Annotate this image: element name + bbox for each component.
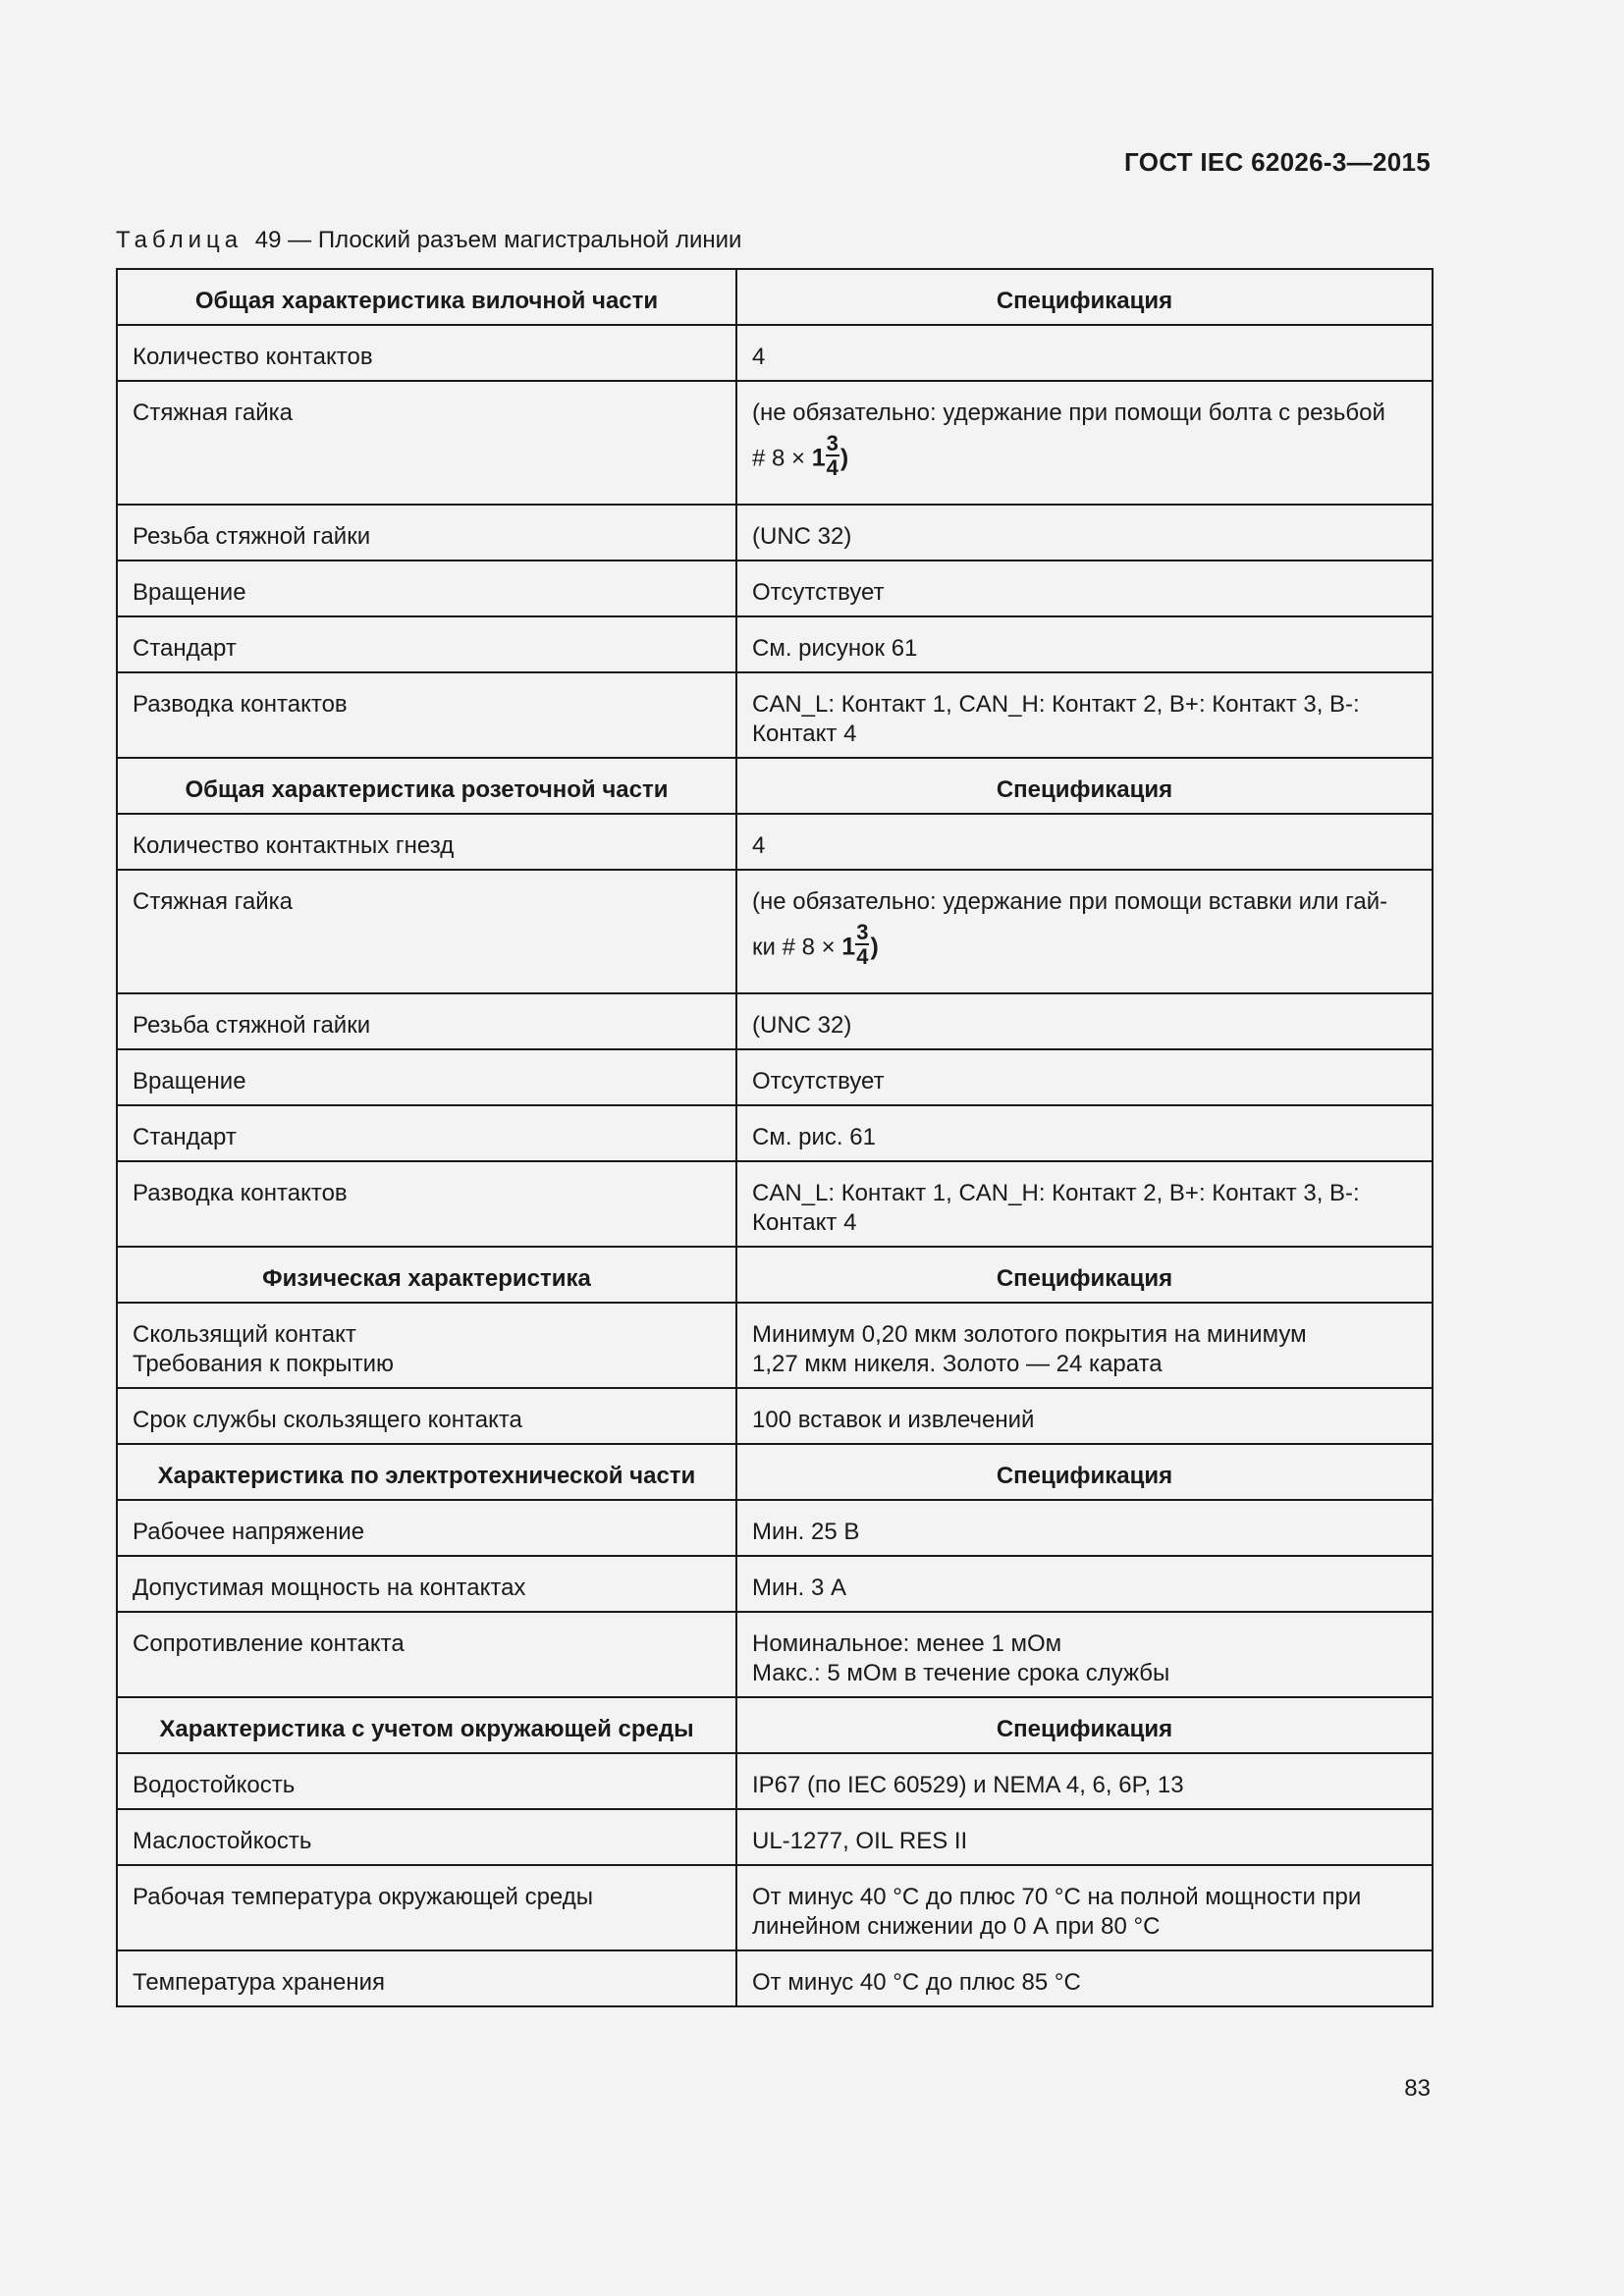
table-row bbox=[117, 993, 1433, 1049]
header-cell: Характеристика по электротехнической части bbox=[117, 1444, 736, 1500]
fraction-whole: 1 bbox=[811, 444, 826, 472]
table-row bbox=[117, 1556, 1433, 1612]
label-cell: Стандарт bbox=[117, 1105, 736, 1161]
label-line: Требования к покрытию bbox=[133, 1351, 394, 1377]
label-cell: Количество контактов bbox=[117, 325, 736, 381]
header-cell: Спецификация bbox=[736, 1247, 1433, 1303]
value-line bbox=[752, 431, 1417, 480]
label-cell: Разводка контактов bbox=[117, 672, 736, 758]
value-cell: IP67 (по IEC 60529) и NEMA 4, 6, 6P, 13 bbox=[736, 1753, 1433, 1809]
fraction-close: ) bbox=[870, 933, 879, 961]
label-cell: Стяжная гайка bbox=[117, 870, 736, 993]
value-cell bbox=[736, 1303, 1433, 1388]
table-row bbox=[117, 1388, 1433, 1444]
header-cell: Общая характеристика вилочной части bbox=[117, 269, 736, 325]
label-cell: Температура хранения bbox=[117, 1950, 736, 2006]
value-cell bbox=[736, 870, 1433, 993]
label-line: Скользящий контакт bbox=[133, 1321, 356, 1348]
value-line: линейном снижении до 0 А при 80 °С bbox=[752, 1913, 1161, 1940]
section-header-physical bbox=[117, 1247, 1433, 1303]
label-cell: Стандарт bbox=[117, 616, 736, 672]
header-cell: Спецификация bbox=[736, 1697, 1433, 1753]
fraction-denominator: 4 bbox=[826, 455, 839, 480]
value-cell: 4 bbox=[736, 814, 1433, 870]
table-row bbox=[117, 1049, 1433, 1105]
fraction-denominator: 4 bbox=[856, 944, 869, 969]
value-line: От минус 40 °С до плюс 70 °С на полной мощности при bbox=[752, 1884, 1362, 1910]
label-cell: Вращение bbox=[117, 561, 736, 616]
label-cell: Водостойкость bbox=[117, 1753, 736, 1809]
value-line: 1,27 мкм никеля. Золото — 24 карата bbox=[752, 1351, 1163, 1377]
page-number: 83 bbox=[1404, 2075, 1431, 2102]
value-cell: (UNC 32) bbox=[736, 505, 1433, 561]
value-line: (не обязательно: удержание при помощи вставки или гай- bbox=[752, 888, 1388, 915]
label-cell: Стяжная гайка bbox=[117, 381, 736, 505]
value-cell: Мин. 25 В bbox=[736, 1500, 1433, 1556]
table-row bbox=[117, 1303, 1433, 1388]
value-line: Контакт 4 bbox=[752, 721, 857, 747]
table-row bbox=[117, 505, 1433, 561]
value-cell: От минус 40 °С до плюс 85 °С bbox=[736, 1950, 1433, 2006]
label-cell: Вращение bbox=[117, 1049, 736, 1105]
label-cell: Сопротивление контакта bbox=[117, 1612, 736, 1697]
header-cell: Спецификация bbox=[736, 269, 1433, 325]
value-cell: Отсутствует bbox=[736, 1049, 1433, 1105]
header-cell: Общая характеристика розеточной части bbox=[117, 758, 736, 814]
header-cell: Спецификация bbox=[736, 1444, 1433, 1500]
table-row bbox=[117, 1161, 1433, 1247]
fraction-numerator: 3 bbox=[826, 431, 839, 455]
value-line: Макс.: 5 мОм в течение срока службы bbox=[752, 1660, 1170, 1686]
label-cell: Срок службы скользящего контакта bbox=[117, 1388, 736, 1444]
value-line: Контакт 4 bbox=[752, 1209, 857, 1236]
label-cell: Разводка контактов bbox=[117, 1161, 736, 1247]
spec-table bbox=[116, 268, 1434, 2007]
table-caption bbox=[116, 227, 741, 254]
table-row bbox=[117, 672, 1433, 758]
label-cell: Рабочая температура окружающей среды bbox=[117, 1865, 736, 1950]
caption-word: Таблица bbox=[116, 227, 244, 253]
value-cell: См. рисунок 61 bbox=[736, 616, 1433, 672]
section-header-socket bbox=[117, 758, 1433, 814]
table-row bbox=[117, 870, 1433, 993]
label-cell: Резьба стяжной гайки bbox=[117, 993, 736, 1049]
fraction bbox=[826, 432, 839, 479]
value-cell bbox=[736, 1865, 1433, 1950]
label-cell: Допустимая мощность на контактах bbox=[117, 1556, 736, 1612]
table-row bbox=[117, 1105, 1433, 1161]
value-line: (не обязательно: удержание при помощи болта с резьбой bbox=[752, 400, 1385, 426]
value-text: ки # 8 × bbox=[752, 934, 836, 961]
table-row bbox=[117, 814, 1433, 870]
table-row bbox=[117, 1950, 1433, 2006]
fraction-close: ) bbox=[839, 444, 849, 472]
caption-title: 49 — Плоский разъем магистральной линии bbox=[254, 227, 742, 253]
document-id: ГОСТ IEC 62026-3—2015 bbox=[1124, 147, 1431, 177]
header-cell: Спецификация bbox=[736, 758, 1433, 814]
value-cell bbox=[736, 381, 1433, 505]
table-row bbox=[117, 1809, 1433, 1865]
value-line bbox=[752, 920, 1417, 969]
value-cell: См. рис. 61 bbox=[736, 1105, 1433, 1161]
table-row bbox=[117, 1612, 1433, 1697]
value-cell bbox=[736, 672, 1433, 758]
value-cell: 100 вставок и извлечений bbox=[736, 1388, 1433, 1444]
label-cell: Маслостойкость bbox=[117, 1809, 736, 1865]
table-row bbox=[117, 561, 1433, 616]
label-cell: Резьба стяжной гайки bbox=[117, 505, 736, 561]
value-cell bbox=[736, 1161, 1433, 1247]
label-cell: Рабочее напряжение bbox=[117, 1500, 736, 1556]
table-row bbox=[117, 616, 1433, 672]
value-cell bbox=[736, 1612, 1433, 1697]
table-row bbox=[117, 381, 1433, 505]
fraction-numerator: 3 bbox=[856, 920, 869, 944]
value-line: Номинальное: менее 1 мОм bbox=[752, 1630, 1062, 1657]
table-row bbox=[117, 1865, 1433, 1950]
table-row bbox=[117, 1753, 1433, 1809]
value-cell: (UNC 32) bbox=[736, 993, 1433, 1049]
fraction-whole: 1 bbox=[841, 933, 856, 961]
table-row bbox=[117, 325, 1433, 381]
value-cell: Отсутствует bbox=[736, 561, 1433, 616]
section-header-electrical bbox=[117, 1444, 1433, 1500]
table-row bbox=[117, 1500, 1433, 1556]
value-line: CAN_L: Контакт 1, CAN_H: Контакт 2, B+: Контакт 3, B-: bbox=[752, 1180, 1360, 1206]
label-cell: Количество контактных гнезд bbox=[117, 814, 736, 870]
header-cell: Физическая характеристика bbox=[117, 1247, 736, 1303]
section-header-plug bbox=[117, 269, 1433, 325]
value-cell: UL-1277, OIL RES II bbox=[736, 1809, 1433, 1865]
value-line: CAN_L: Контакт 1, CAN_H: Контакт 2, B+: Контакт 3, B-: bbox=[752, 691, 1360, 718]
section-header-environment bbox=[117, 1697, 1433, 1753]
header-cell: Характеристика с учетом окружающей среды bbox=[117, 1697, 736, 1753]
value-text: # 8 × bbox=[752, 445, 806, 472]
value-cell: Мин. 3 А bbox=[736, 1556, 1433, 1612]
fraction bbox=[855, 921, 869, 968]
value-line: Минимум 0,20 мкм золотого покрытия на минимум bbox=[752, 1321, 1307, 1348]
label-cell bbox=[117, 1303, 736, 1388]
value-cell: 4 bbox=[736, 325, 1433, 381]
